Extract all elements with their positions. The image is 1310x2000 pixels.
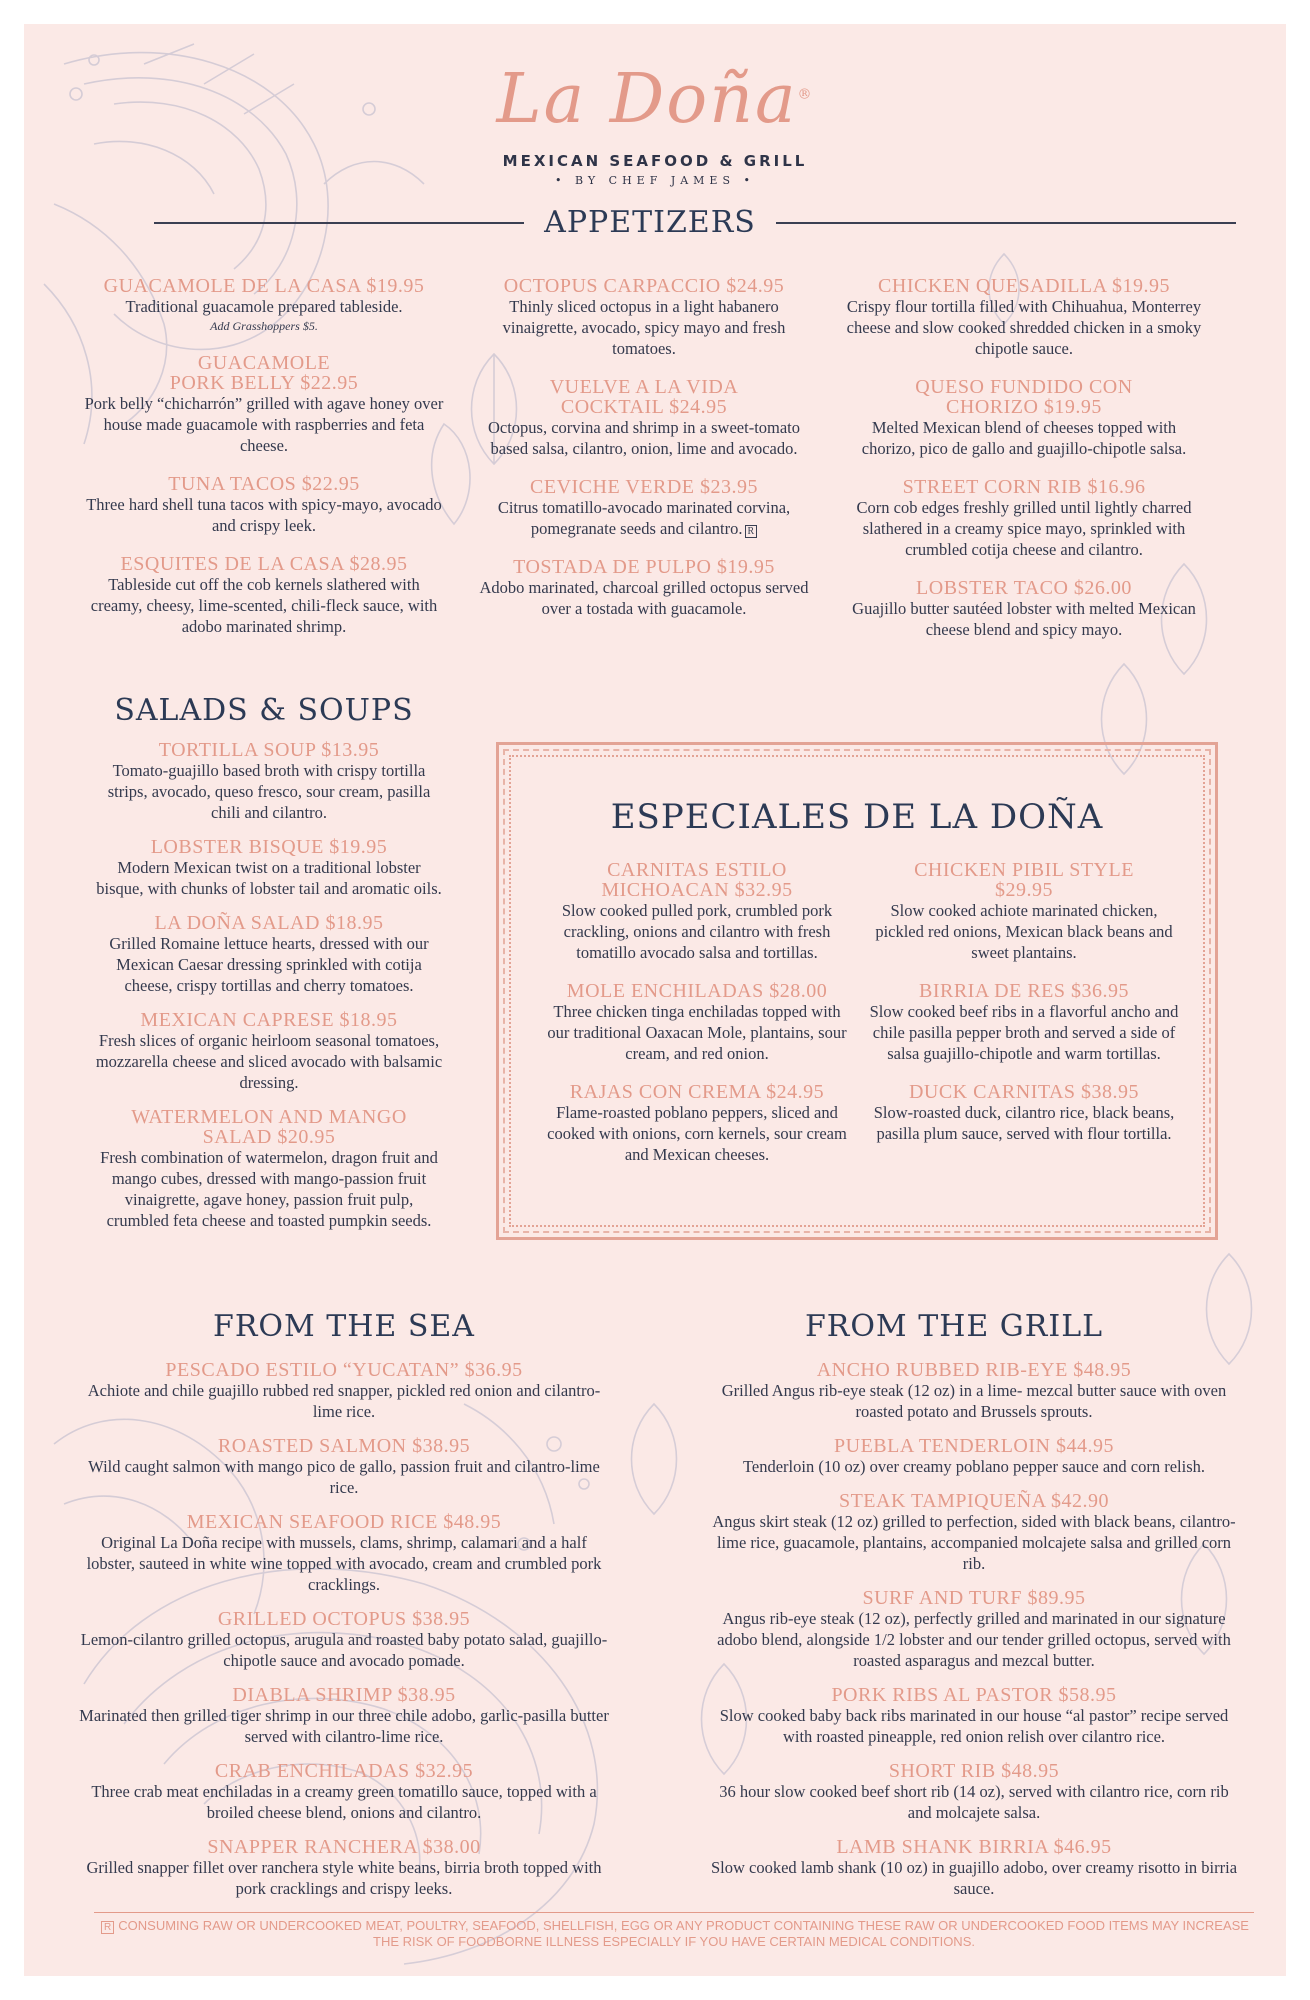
menu-item-description-text: Three hard shell tuna tacos with spicy-mayo, avocado and crispy leek.	[86, 495, 442, 535]
menu-item-description	[94, 857, 444, 899]
salads-soups-list	[94, 740, 444, 1245]
from-the-grill-heading: FROM THE GRILL	[804, 1309, 1104, 1344]
menu-item-title: BIRRIA DE RES $36.95	[918, 980, 1130, 1002]
menu-item-description	[709, 1456, 1239, 1477]
menu-item-title: MEXICAN CAPRESE $18.95	[140, 1009, 398, 1031]
menu-item-description-text: Traditional guacamole prepared tableside.	[125, 297, 403, 316]
menu-item-description	[844, 296, 1204, 359]
appetizers-column-3	[844, 276, 1204, 658]
menu-item	[79, 1685, 609, 1747]
appetizers-rule-right	[776, 222, 1236, 224]
menu-item-description	[474, 577, 814, 619]
menu-item-title: CEVICHE VERDE $23.95	[530, 476, 758, 498]
raw-item-mark-icon: R	[101, 1921, 114, 1934]
menu-item-description-text: Slow cooked baby back ribs marinated in our house “al pastor” recipe served with roasted pineapple, red onion relish over cilantro rice.	[719, 1706, 1229, 1746]
menu-item	[474, 276, 814, 359]
menu-item-description	[542, 1001, 852, 1064]
menu-item-description-text: Slow cooked pulled pork, crumbled pork crackling, onions and cilantro with fresh tomatillo avocado salsa and tortillas.	[561, 901, 833, 962]
menu-item	[79, 1360, 609, 1422]
menu-item-description	[79, 1380, 609, 1422]
menu-page	[24, 24, 1286, 1976]
menu-item-description-text: Lemon-cilantro grilled octopus, arugula and roasted baby potato salad, guajillo-chipotle sauce and avocado pomade.	[80, 1630, 608, 1670]
menu-item-title: CHICKEN PIBIL STYLE $29.95	[914, 859, 1134, 901]
menu-item-description-text: Slow cooked achiote marinated chicken, pickled red onions, Mexican black beans and sweet plantains.	[875, 901, 1173, 962]
menu-item	[869, 860, 1179, 963]
menu-item-title: OCTOPUS CARPACCIO $24.95	[503, 275, 785, 297]
menu-item	[542, 1082, 852, 1165]
menu-item-description	[844, 598, 1204, 640]
menu-item-description	[474, 497, 814, 539]
menu-item-title: CHICKEN QUESADILLA $19.95	[878, 275, 1170, 297]
menu-item-title: RAJAS CON CREMA $24.95	[569, 1081, 825, 1103]
appetizers-column-1	[84, 276, 444, 655]
menu-item	[709, 1491, 1239, 1574]
menu-item-description-text: Fresh combination of watermelon, dragon fruit and mango cubes, dressed with mango-passion fruit vinaigrette, agave honey, passion fruit pulp, crumbled feta cheese and toasted pumpkin seeds.	[100, 1148, 438, 1230]
menu-item-title: QUESO FUNDIDO CON CHORIZO $19.95	[915, 376, 1133, 418]
menu-item-title: LOBSTER TACO $26.00	[916, 577, 1132, 599]
menu-item-description-text: Guajillo butter sautéed lobster with melted Mexican cheese blend and spicy mayo.	[852, 599, 1196, 639]
especiales-column-2	[869, 860, 1179, 1162]
menu-item-title: GUACAMOLE PORK BELLY $22.95	[169, 352, 359, 394]
menu-item	[542, 981, 852, 1064]
menu-item-description	[84, 296, 444, 317]
salads-soups-heading: SALADS & SOUPS	[114, 693, 414, 728]
from-the-grill-list	[709, 1360, 1239, 1913]
menu-item-description-text: Grilled snapper fillet over ranchera style white beans, birria broth topped with pork cracklings and crispy leeks.	[86, 1858, 602, 1898]
menu-item-description-text: Thinly sliced octopus in a light habanero vinaigrette, avocado, spicy mayo and fresh tomatoes.	[502, 297, 786, 358]
menu-item	[709, 1588, 1239, 1671]
menu-item-description-text: Crispy flour tortilla filled with Chihuahua, Monterrey cheese and slow cooked shredded chicken in a smoky chipotle sauce.	[846, 297, 1202, 358]
raw-item-mark-icon: R	[745, 525, 758, 538]
menu-item-description	[79, 1781, 609, 1823]
menu-item	[94, 1010, 444, 1093]
menu-item-description	[709, 1705, 1239, 1747]
menu-item-description	[94, 760, 444, 823]
menu-item-title: MEXICAN SEAFOOD RICE $48.95	[186, 1511, 502, 1533]
menu-item	[474, 557, 814, 619]
menu-item	[709, 1837, 1239, 1899]
menu-item-description-text: Slow cooked lamb shank (10 oz) in guajillo adobo, over creamy risotto in birria sauce.	[710, 1858, 1238, 1898]
menu-item-description-text: 36 hour slow cooked beef short rib (14 oz), served with cilantro rice, corn rib and molcajete salsa.	[719, 1782, 1229, 1822]
menu-item	[94, 837, 444, 899]
menu-item	[844, 578, 1204, 640]
appetizers-rule-left	[154, 222, 524, 224]
menu-item-description	[79, 1456, 609, 1498]
menu-item-description	[79, 1857, 609, 1899]
especiales-heading: ESPECIALES DE LA DOÑA	[610, 797, 1104, 837]
logo-byline: • BY CHEF JAMES •	[555, 174, 755, 187]
menu-item	[709, 1761, 1239, 1823]
menu-item-title: SNAPPER RANCHERA $38.00	[207, 1836, 481, 1858]
menu-item-title: PUEBLA TENDERLOIN $44.95	[834, 1435, 1114, 1457]
menu-item-title: DUCK CARNITAS $38.95	[908, 1081, 1140, 1103]
menu-item-description-text: Tomato-guajillo based broth with crispy tortilla strips, avocado, queso fresco, sour cream, pasilla chili and cilantro.	[107, 761, 431, 822]
menu-item-title: PORK RIBS AL PASTOR $58.95	[831, 1684, 1117, 1706]
menu-item-description-text: Marinated then grilled tiger shrimp in our three chile adobo, garlic-pasilla butter served with cilantro-lime rice.	[79, 1706, 609, 1746]
menu-item-description-text: Angus rib-eye steak (12 oz), perfectly grilled and marinated in our signature adobo blend, alongside 1/2 lobster and our tender grilled octopus, served with roasted asparagus and mezcal butter.	[717, 1609, 1231, 1670]
menu-item-description-text: Modern Mexican twist on a traditional lobster bisque, with chunks of lobster tail and aromatic oils.	[96, 858, 442, 898]
menu-item	[79, 1436, 609, 1498]
menu-item-description-text: Tableside cut off the cob kernels slathered with creamy, cheesy, lime-scented, chili-fleck sauce, with adobo marinated shrimp.	[90, 575, 438, 636]
menu-item-description	[709, 1511, 1239, 1574]
disclaimer-text: CONSUMING RAW OR UNDERCOOKED MEAT, POULTRY, SEAFOOD, SHELLFISH, EGG OR ANY PRODUCT CONTAINING THESE RAW OR UNDERCOOKED FOOD ITEMS MAY INCREASE THE RISK OF FOODBORNE ILLNESS ESPECIALLY IF YOU HAVE CERTAIN MEDICAL CONDITIONS.	[118, 1918, 1249, 1949]
menu-item-description	[869, 1102, 1179, 1144]
menu-item	[709, 1360, 1239, 1422]
menu-item-description	[84, 393, 444, 456]
menu-item-title: ESQUITES DE LA CASA $28.95	[120, 553, 408, 575]
menu-item-title: STEAK TAMPIQUEÑA $42.90	[838, 1490, 1110, 1512]
menu-item-title: WATERMELON AND MANGO SALAD $20.95	[131, 1106, 407, 1148]
menu-item	[869, 981, 1179, 1064]
menu-item-description-text: Corn cob edges freshly grilled until lightly charred slathered in a creamy spice mayo, sprinkled with crumbled cotija cheese and cilantro.	[856, 498, 1192, 559]
menu-item-description	[79, 1532, 609, 1595]
menu-item-description	[709, 1608, 1239, 1671]
menu-item-description-text: Melted Mexican blend of cheeses topped with chorizo, pico de gallo and guajillo-chipotle salsa.	[861, 418, 1187, 458]
menu-item	[79, 1512, 609, 1595]
menu-item-title: ANCHO RUBBED RIB-EYE $48.95	[816, 1359, 1132, 1381]
menu-item-description-text: Fresh slices of organic heirloom seasonal tomatoes, mozzarella cheese and sliced avocado with balsamic dressing.	[95, 1031, 443, 1092]
menu-item-title: CARNITAS ESTILO MICHOACAN $32.95	[601, 859, 793, 901]
menu-item-description	[542, 1102, 852, 1165]
menu-item-title: MOLE ENCHILADAS $28.00	[566, 980, 828, 1002]
menu-item-title: LAMB SHANK BIRRIA $46.95	[836, 1836, 1112, 1858]
from-the-sea-heading: FROM THE SEA	[213, 1309, 475, 1344]
menu-item-description	[709, 1781, 1239, 1823]
menu-item-description	[542, 900, 852, 963]
logo-wordmark: La Doña®	[496, 60, 814, 139]
menu-item-description	[709, 1857, 1239, 1899]
menu-item-title: LOBSTER BISQUE $19.95	[150, 836, 388, 858]
menu-item-title: ROASTED SALMON $38.95	[217, 1435, 471, 1457]
logo-tagline: MEXICAN SEAFOOD & GRILL	[502, 152, 808, 170]
menu-item-title: PESCADO ESTILO “YUCATAN” $36.95	[165, 1359, 523, 1381]
menu-item	[84, 276, 444, 335]
menu-item-description	[84, 574, 444, 637]
menu-item-description-text: Grilled Romaine lettuce hearts, dressed with our Mexican Caesar dressing sprinkled with cotija cheese, crispy tortillas and cherry tomatoes.	[109, 934, 429, 995]
menu-item-title: SHORT RIB $48.95	[888, 1760, 1060, 1782]
menu-item-description	[709, 1380, 1239, 1422]
menu-item-description-text: Original La Doña recipe with mussels, clams, shrimp, calamari and a half lobster, sauteed in white wine topped with avocado, cream and crumbled pork cracklings.	[86, 1533, 602, 1594]
menu-item-title: SURF AND TURF $89.95	[862, 1587, 1086, 1609]
menu-item-description	[79, 1705, 609, 1747]
menu-item	[844, 477, 1204, 560]
restaurant-logo	[24, 60, 1286, 187]
menu-item-description-text: Three crab meat enchiladas in a creamy green tomatillo sauce, topped with a broiled cheese blend, onions and cilantro.	[91, 1782, 597, 1822]
appetizers-heading: APPETIZERS	[544, 205, 756, 240]
appetizers-column-2	[474, 276, 814, 637]
menu-item-description-text: Angus skirt steak (12 oz) grilled to perfection, sided with black beans, cilantro-lime rice, guacamole, plantains, accompanied molcajete salsa and grilled corn rib.	[712, 1512, 1236, 1573]
menu-item-description	[79, 1629, 609, 1671]
menu-item-title: CRAB ENCHILADAS $32.95	[214, 1760, 474, 1782]
menu-item-title: VUELVE A LA VIDA COCKTAIL $24.95	[549, 376, 739, 418]
menu-item-description	[869, 900, 1179, 963]
menu-item-description	[94, 1030, 444, 1093]
menu-item-title: DIABLA SHRIMP $38.95	[232, 1684, 456, 1706]
menu-item	[94, 913, 444, 996]
menu-item-note: Add Grasshoppers $5.	[210, 319, 318, 333]
menu-item-description-text: Adobo marinated, charcoal grilled octopus served over a tostada with guacamole.	[479, 578, 809, 618]
menu-item-description-text: Slow cooked beef ribs in a flavorful ancho and chile pasilla pepper broth and served a side of salsa guajillo-chipotle and warm tortillas.	[869, 1002, 1179, 1063]
menu-item	[94, 1107, 444, 1231]
menu-item-title: TUNA TACOS $22.95	[168, 473, 360, 495]
menu-item-description	[94, 1147, 444, 1231]
menu-item	[844, 276, 1204, 359]
menu-item-description-text: Three chicken tinga enchiladas topped with our traditional Oaxacan Mole, plantains, sour cream, and red onion.	[547, 1002, 847, 1063]
menu-item	[869, 1082, 1179, 1144]
menu-item	[84, 353, 444, 456]
menu-item-title: TOSTADA DE PULPO $19.95	[513, 556, 775, 578]
menu-item	[79, 1609, 609, 1671]
menu-item-description-text: Tenderloin (10 oz) over creamy poblano pepper sauce and corn relish.	[742, 1457, 1206, 1476]
menu-item-title: GUACAMOLE DE LA CASA $19.95	[103, 275, 425, 297]
menu-item-description-text: Octopus, corvina and shrimp in a sweet-tomato based salsa, cilantro, onion, lime and avocado.	[487, 418, 801, 458]
menu-item-description-text: Grilled Angus rib-eye steak (12 oz) in a lime- mezcal butter sauce with oven roasted potato and Brussels sprouts.	[721, 1381, 1227, 1421]
menu-item	[94, 740, 444, 823]
menu-item	[542, 860, 852, 963]
menu-item	[84, 554, 444, 637]
menu-item-title: GRILLED OCTOPUS $38.95	[217, 1608, 471, 1630]
menu-item-description	[474, 417, 814, 459]
menu-item-title: LA DOÑA SALAD $18.95	[154, 912, 384, 934]
menu-item-description	[94, 933, 444, 996]
menu-item-description	[84, 494, 444, 536]
menu-item	[709, 1436, 1239, 1477]
menu-item-description-text: Citrus tomatillo-avocado marinated corvina, pomegranate seeds and cilantro.	[497, 498, 791, 538]
menu-item-title: STREET CORN RIB $16.96	[902, 476, 1146, 498]
menu-item-description	[869, 1001, 1179, 1064]
menu-item	[84, 474, 444, 536]
menu-item-description-text: Slow-roasted duck, cilantro rice, black beans, pasilla plum sauce, served with flour tortilla.	[873, 1103, 1175, 1143]
menu-item-description-text: Pork belly “chicharrón” grilled with agave honey over house made guacamole with raspberries and feta cheese.	[84, 394, 444, 455]
menu-item	[79, 1761, 609, 1823]
menu-item-description-text: Achiote and chile guajillo rubbed red snapper, pickled red onion and cilantro-lime rice.	[87, 1381, 601, 1421]
menu-item-description-text: Flame-roasted poblano peppers, sliced and cooked with onions, corn kernels, sour cream and Mexican cheeses.	[547, 1103, 847, 1164]
menu-item	[844, 377, 1204, 459]
menu-item-description	[844, 497, 1204, 560]
food-safety-disclaimer	[94, 1918, 1254, 1950]
from-the-sea-list	[79, 1360, 609, 1913]
menu-item	[474, 477, 814, 539]
footer-rule	[94, 1912, 1254, 1913]
menu-item-description	[474, 296, 814, 359]
menu-item	[79, 1837, 609, 1899]
menu-item	[474, 377, 814, 459]
menu-item-title: TORTILLA SOUP $13.95	[158, 739, 380, 761]
menu-item-description-text: Wild caught salmon with mango pico de gallo, passion fruit and cilantro-lime rice.	[88, 1457, 600, 1497]
menu-item-description	[844, 417, 1204, 459]
menu-item	[709, 1685, 1239, 1747]
especiales-column-1	[542, 860, 852, 1183]
